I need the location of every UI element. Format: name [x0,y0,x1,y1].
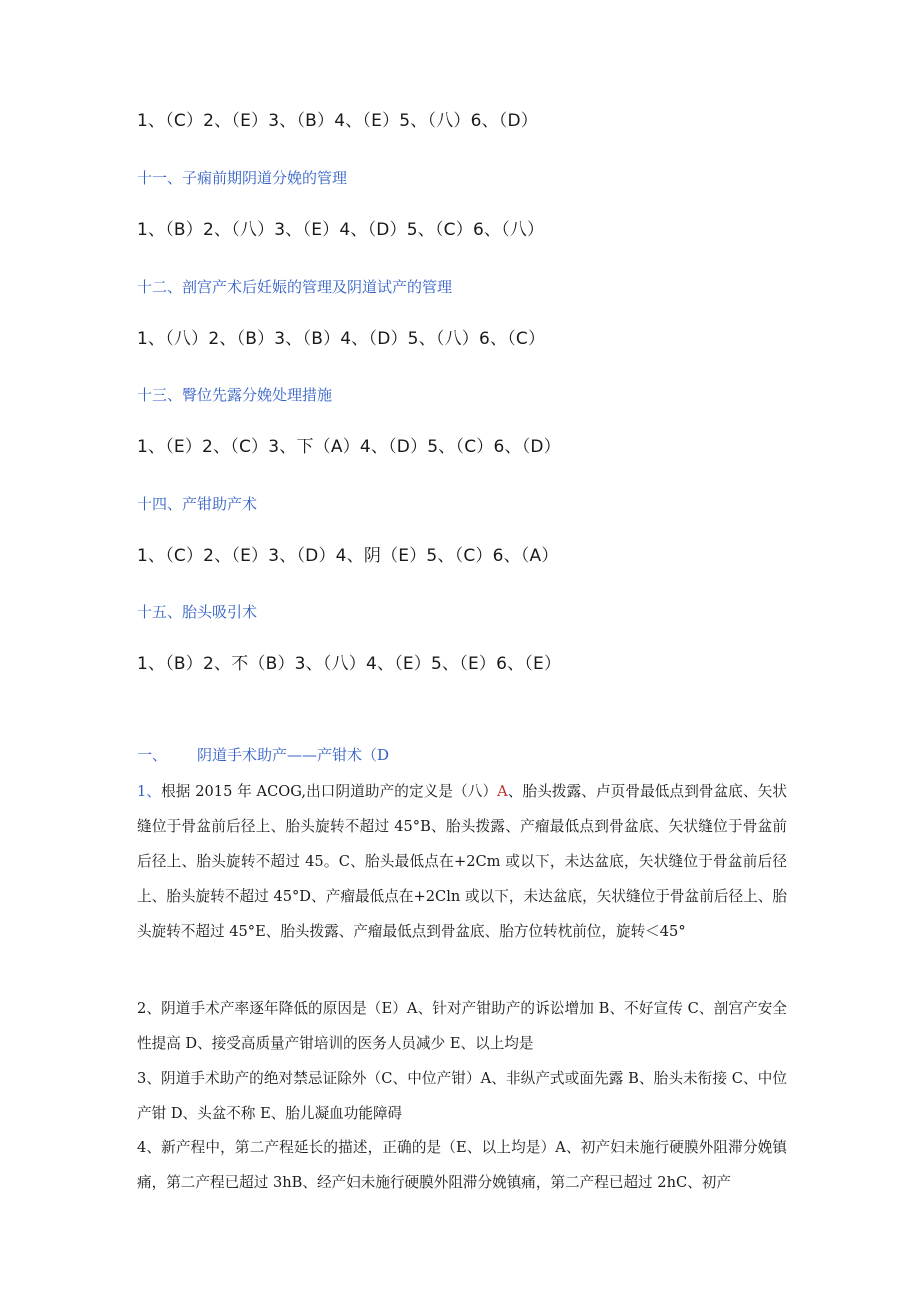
answer-row-11: 1、（B）2、（八）3、（E）4、（D）5、（C）6、（八） [137,220,545,240]
question-1-option-a-letter: A [497,783,508,800]
answer-row-15: 1、（B）2、不（B）3、（八）4、（E）5、（E）6、（E） [137,654,562,674]
section-heading-14: 十四、产钳助产术 [137,495,258,513]
answer-row-13: 1、（E）2、（C）3、下（A）4、（D）5、（C）6、（D） [137,437,561,457]
question-3: 3、阴道手术助产的绝对禁忌证除外（C、中位产钳）A、非纵产式或面先露 B、胎头未衔接 C、中位产钳 D、头盆不称 E、胎儿凝血功能障碍 [137,1070,787,1122]
question-section-number: 一、 [137,746,168,764]
section-heading-11: 十一、子痫前期阴道分娩的管理 [137,169,348,187]
question-section-title: 阴道手术助产——产钳术（D [197,746,390,764]
question-1 [137,774,787,949]
section-heading-15: 十五、胎头吸引术 [137,603,258,621]
question-4: 4、新产程中，第二产程延长的描述，正确的是（E、以上均是）A、初产妇未施行硬膜外阻滞分娩镇痛，第二产程已超过 3hB、经产妇未施行硬膜外阻滞分娩镇痛，第二产程已超过 2hC、初产 [137,1139,787,1191]
question-1-number: 1、 [137,783,162,800]
question-1-stem: 根据 2015 年 ACOG,出口阴道助产的定义是（八） [161,783,498,800]
answer-row-12: 1、（八）2、（B）3、（B）4、（D）5、（八）6、（C） [137,329,546,349]
answer-row-14: 1、（C）2、（E）3、（D）4、阴（E）5、（C）6、（A） [137,546,559,566]
question-2: 2、阴道手术产率逐年降低的原因是（E）A、针对产钳助产的诉讼增加 B、不好宣传 C、剖宫产安全性提高 D、接受高质量产钳培训的医务人员减少 E、以上均是 [137,1000,787,1052]
section-heading-12: 十二、剖宫产术后妊娠的管理及阴道试产的管理 [137,278,453,296]
question-1-options: 、胎头拨露、卢页骨最低点到骨盆底、矢状缝位于骨盆前后径上、胎头旋转不超过 45°B、胎头拨露、产瘤最低点到骨盆底、矢状缝位于骨盆前后径上、胎头旋转不超过 45。C、胎头最低点在+2Cm 或以下，未达盆底，矢状缝位于骨盆前后径上、胎头旋转不超过 45°D、产瘤最低点在+2Cln 或以下，未达盆底，矢状缝位于骨盆前后径上、胎头旋转不超过 45°E、胎头拨露、产瘤最低点到骨盆底、胎方位转枕前位，旋转＜45° [137,783,787,940]
section-heading-13: 十三、臀位先露分娩处理措施 [137,386,333,404]
question-section-heading [137,744,389,765]
answer-row-1: 1、（C）2、（E）3、（B）4、（E）5、（八）6、（D） [137,111,539,131]
